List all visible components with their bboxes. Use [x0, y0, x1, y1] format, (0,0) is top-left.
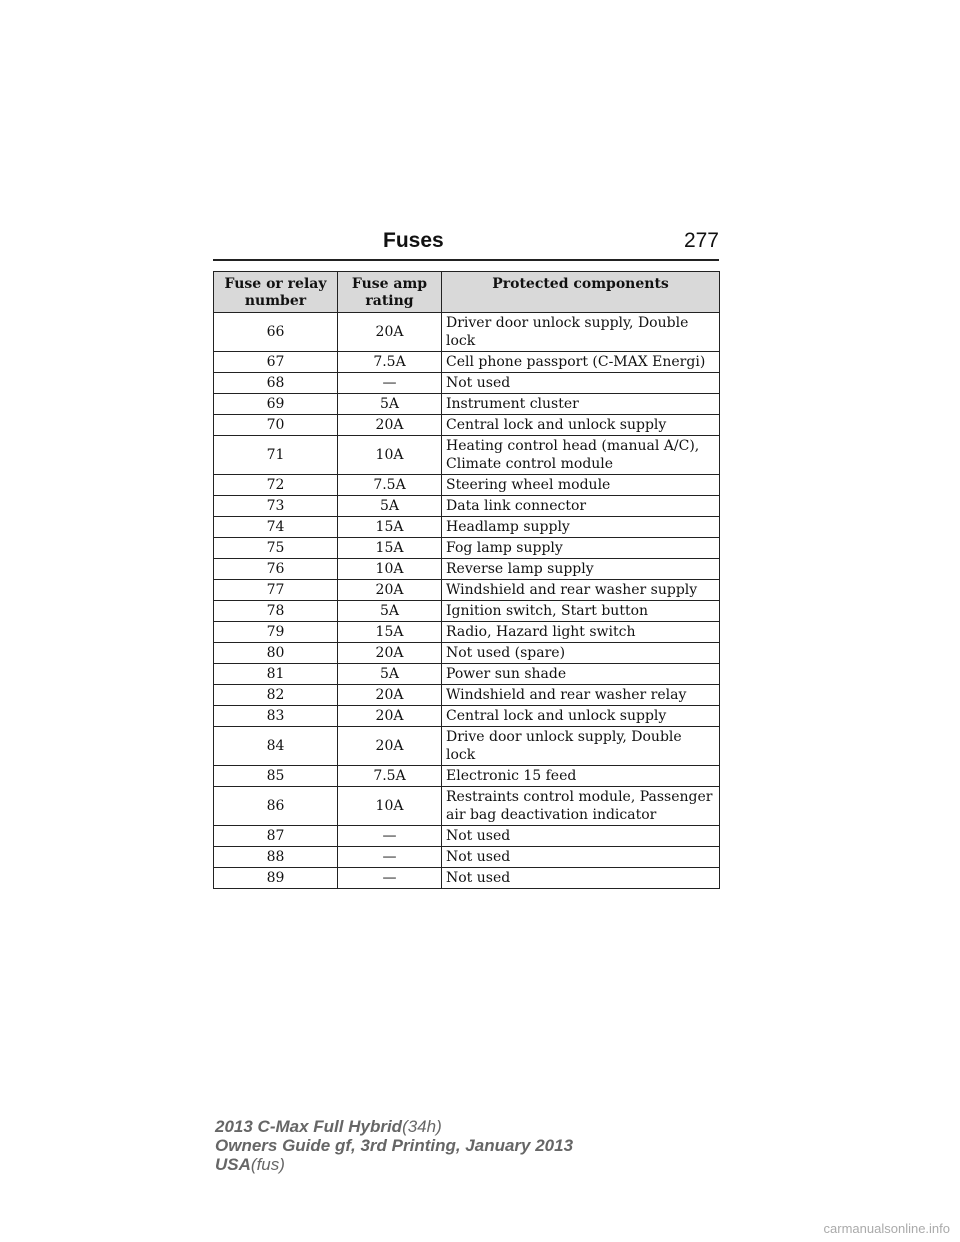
- fuse-rating-cell: 15A: [338, 517, 442, 538]
- table-row: [214, 517, 720, 538]
- footer-printing: Owners Guide gf, 3rd Printing, January 2013: [215, 1136, 574, 1155]
- fuse-components-cell: Windshield and rear washer relay: [442, 685, 720, 706]
- fuse-rating-cell: 20A: [338, 313, 442, 352]
- fuse-rating-cell: 7.5A: [338, 475, 442, 496]
- fuse-components-cell: Steering wheel module: [442, 475, 720, 496]
- fuse-number-cell: 70: [214, 415, 338, 436]
- fuse-components-cell: Central lock and unlock supply: [442, 706, 720, 727]
- table-row: [214, 847, 720, 868]
- fuse-components-cell: Electronic 15 feed: [442, 766, 720, 787]
- section-title: Fuses: [383, 229, 444, 252]
- fuse-components-cell: Radio, Hazard light switch: [442, 622, 720, 643]
- footer-model-code: (34h): [402, 1117, 442, 1136]
- fuse-components-cell: Fog lamp supply: [442, 538, 720, 559]
- footer-model: 2013 C-Max Full Hybrid: [215, 1117, 403, 1136]
- fuse-rating-cell: 7.5A: [338, 766, 442, 787]
- fuse-rating-cell: 20A: [338, 685, 442, 706]
- footer-line-2: [215, 1136, 573, 1155]
- fuse-rating-cell: 10A: [338, 436, 442, 475]
- fuse-number-cell: 88: [214, 847, 338, 868]
- watermark: carmanualsonline.info: [823, 1221, 950, 1236]
- table-body: [214, 313, 720, 889]
- fuse-number-cell: 71: [214, 436, 338, 475]
- fuse-components-cell: Not used: [442, 826, 720, 847]
- fuse-components-cell: Driver door unlock supply, Double lock: [442, 313, 720, 352]
- table-row: [214, 496, 720, 517]
- fuse-components-cell: Not used: [442, 373, 720, 394]
- fuse-components-cell: Headlamp supply: [442, 517, 720, 538]
- fuse-components-cell: Heating control head (manual A/C), Climate control module: [442, 436, 720, 475]
- table-row: [214, 727, 720, 766]
- fuse-rating-cell: 20A: [338, 727, 442, 766]
- fuse-number-cell: 79: [214, 622, 338, 643]
- fuse-components-cell: Cell phone passport (C-MAX Energi): [442, 352, 720, 373]
- table-row: [214, 868, 720, 889]
- table-row: [214, 826, 720, 847]
- fuse-number-cell: 82: [214, 685, 338, 706]
- fuse-number-cell: 78: [214, 601, 338, 622]
- fuse-components-cell: Restraints control module, Passenger air bag deactivation indicator: [442, 787, 720, 826]
- fuse-rating-cell: 7.5A: [338, 352, 442, 373]
- fuse-rating-cell: 15A: [338, 622, 442, 643]
- fuse-rating-cell: 15A: [338, 538, 442, 559]
- fuse-components-cell: Ignition switch, Start button: [442, 601, 720, 622]
- column-header-rating: Fuse amp rating: [338, 272, 442, 313]
- fuse-rating-cell: 5A: [338, 664, 442, 685]
- fuse-components-cell: Not used: [442, 847, 720, 868]
- fuse-rating-cell: 5A: [338, 394, 442, 415]
- fuse-number-cell: 72: [214, 475, 338, 496]
- fuse-table: [213, 271, 720, 889]
- fuse-number-cell: 83: [214, 706, 338, 727]
- fuse-rating-cell: 5A: [338, 496, 442, 517]
- fuse-number-cell: 73: [214, 496, 338, 517]
- fuse-number-cell: 89: [214, 868, 338, 889]
- fuse-components-cell: Drive door unlock supply, Double lock: [442, 727, 720, 766]
- table-row: [214, 313, 720, 352]
- table-row: [214, 580, 720, 601]
- table-row: [214, 394, 720, 415]
- table-row: [214, 664, 720, 685]
- table-header-row: [214, 272, 720, 313]
- fuse-rating-cell: —: [338, 373, 442, 394]
- fuse-components-cell: Windshield and rear washer supply: [442, 580, 720, 601]
- fuse-number-cell: 77: [214, 580, 338, 601]
- fuse-components-cell: Central lock and unlock supply: [442, 415, 720, 436]
- table-row: [214, 643, 720, 664]
- footer-market-code: (fus): [250, 1155, 285, 1174]
- fuse-rating-cell: 10A: [338, 787, 442, 826]
- fuse-number-cell: 85: [214, 766, 338, 787]
- fuse-rating-cell: —: [338, 868, 442, 889]
- fuse-number-cell: 68: [214, 373, 338, 394]
- page-number: 277: [683, 229, 719, 252]
- table-row: [214, 706, 720, 727]
- footer-line-3: [215, 1155, 573, 1174]
- fuse-components-cell: Not used: [442, 868, 720, 889]
- table-row: [214, 601, 720, 622]
- fuse-number-cell: 67: [214, 352, 338, 373]
- fuse-rating-cell: —: [338, 826, 442, 847]
- table-row: [214, 622, 720, 643]
- fuse-rating-cell: 20A: [338, 643, 442, 664]
- fuse-rating-cell: 20A: [338, 580, 442, 601]
- fuse-components-cell: Data link connector: [442, 496, 720, 517]
- fuse-number-cell: 84: [214, 727, 338, 766]
- document-footer: [215, 1117, 573, 1174]
- footer-market: USA: [215, 1155, 251, 1174]
- fuse-components-cell: Reverse lamp supply: [442, 559, 720, 580]
- column-header-components: Protected components: [442, 272, 720, 313]
- table-row: [214, 415, 720, 436]
- table-row: [214, 475, 720, 496]
- fuse-components-cell: Power sun shade: [442, 664, 720, 685]
- fuse-components-cell: Instrument cluster: [442, 394, 720, 415]
- fuse-number-cell: 75: [214, 538, 338, 559]
- fuse-number-cell: 74: [214, 517, 338, 538]
- fuse-number-cell: 76: [214, 559, 338, 580]
- table-row: [214, 373, 720, 394]
- table-row: [214, 685, 720, 706]
- table-row: [214, 787, 720, 826]
- table-row: [214, 766, 720, 787]
- column-header-number: Fuse or relay number: [214, 272, 338, 313]
- fuse-rating-cell: 20A: [338, 415, 442, 436]
- fuse-number-cell: 81: [214, 664, 338, 685]
- fuse-rating-cell: 20A: [338, 706, 442, 727]
- fuse-rating-cell: 10A: [338, 559, 442, 580]
- table-row: [214, 436, 720, 475]
- page-header: [213, 227, 719, 261]
- fuse-number-cell: 87: [214, 826, 338, 847]
- fuse-number-cell: 69: [214, 394, 338, 415]
- table-row: [214, 559, 720, 580]
- footer-line-1: [215, 1117, 573, 1136]
- fuse-number-cell: 86: [214, 787, 338, 826]
- table-row: [214, 352, 720, 373]
- fuse-components-cell: Not used (spare): [442, 643, 720, 664]
- fuse-rating-cell: —: [338, 847, 442, 868]
- fuse-number-cell: 80: [214, 643, 338, 664]
- fuse-number-cell: 66: [214, 313, 338, 352]
- table-row: [214, 538, 720, 559]
- fuse-rating-cell: 5A: [338, 601, 442, 622]
